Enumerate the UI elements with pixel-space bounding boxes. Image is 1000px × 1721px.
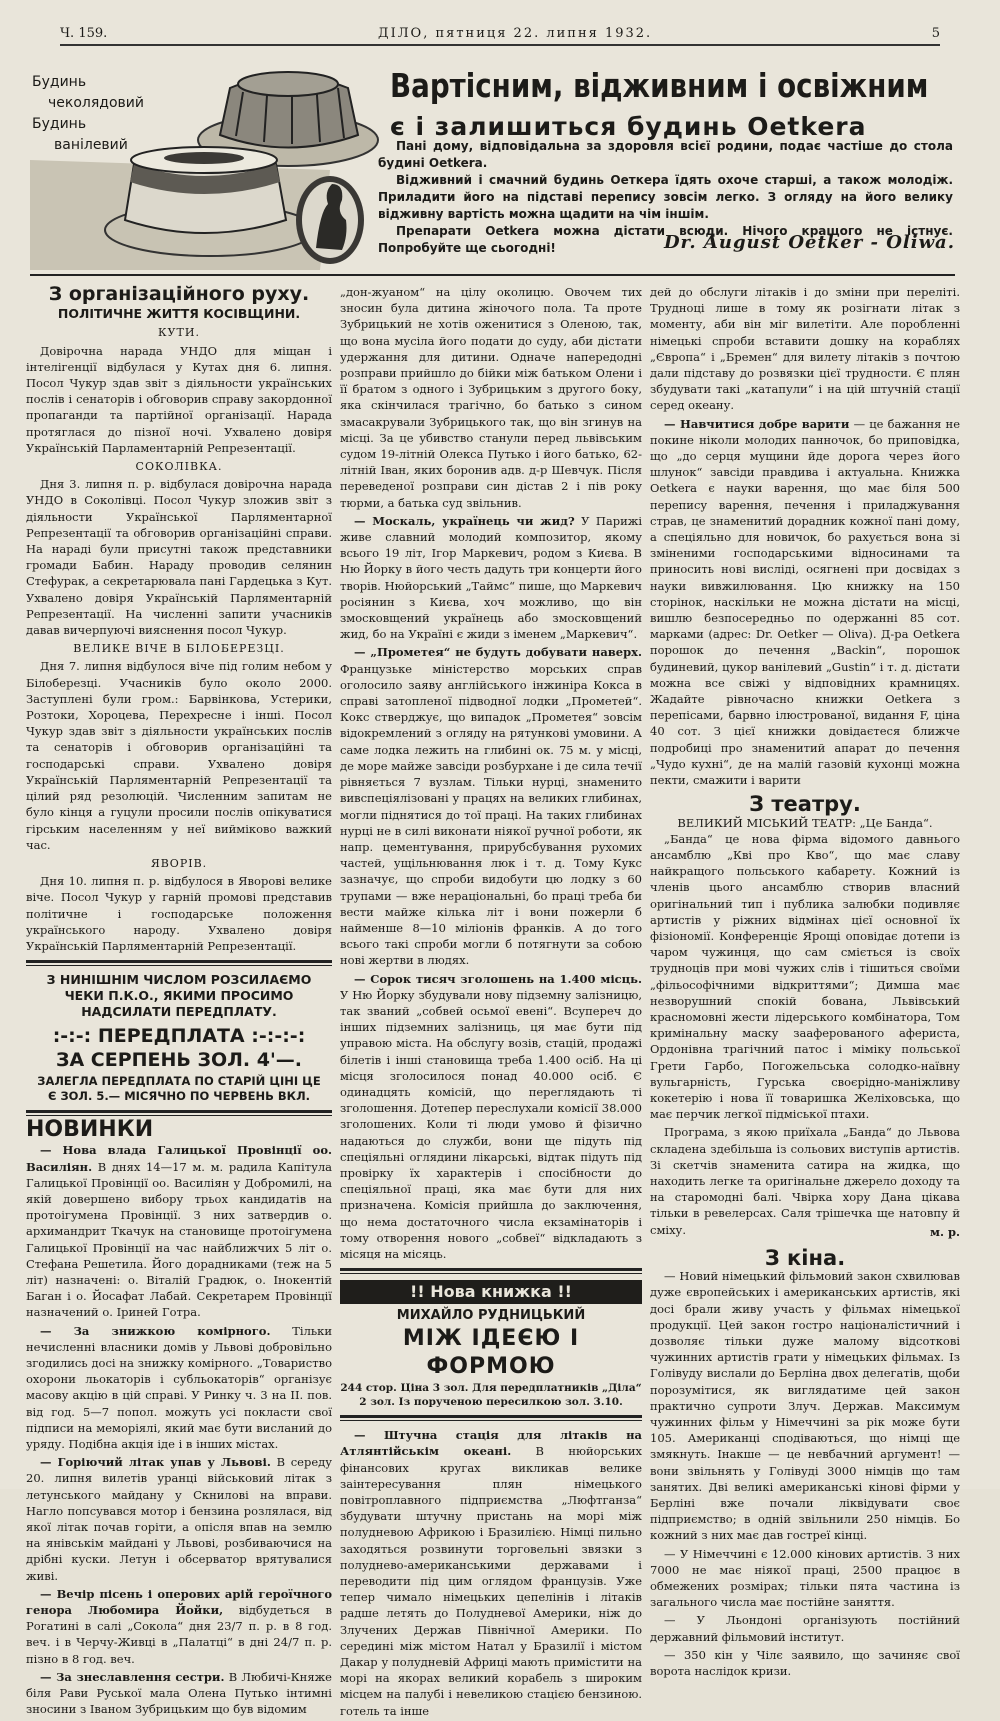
- report-place: ВЕЛИКЕ ВІЧЕ В БІЛОБЕРЕЗЦІ.: [73, 642, 285, 656]
- report-text: Довірочна нарада УНДО для міщан і інтелігенції відбулася у Кутах дня 6. липня. Посол Чукур здав звіт з діяльности українських послів і сенаторів і обговорив справу закордонної пропаганди та партійної організації. Нарада протяглася до пізної ночі. Ухвалено довіря Українській Парламентарній Репрезентації.: [26, 343, 332, 455]
- divider: [26, 1110, 332, 1116]
- news-lead: — Москаль, українець чи жид?: [354, 513, 575, 528]
- product-line-3: Будинь: [32, 116, 87, 132]
- ad-paragraph: Препарати Oetkera можна дістати всюди. Нічого кращого не істнує. Попробуйте ще сьогодні!: [378, 224, 953, 255]
- news-title: НОВИНКИ: [26, 1117, 154, 1143]
- page-number: Ч. 159.: [60, 26, 108, 41]
- book-author: МИХАЙЛО РУДНИЦЬКИЙ: [396, 1308, 586, 1324]
- news-lead: — Сорок тисяч зголошень на 1.400 місць.: [354, 971, 642, 986]
- cinema-paragraph: — У Льондоні організують постійний державний фільмовий інститут.: [650, 1613, 960, 1644]
- news-text: У Парижі живе славний молодий композитор, якому всього 19 літ, Ігор Маркевич, родом з Києва. В Ню Йорку в його честь дадуть три концерти його творів. Нюйорський „Таймс“ пише, що Маркевич росіянин з Києва, хоч можливо, що він змосковщений українець або змосковщений жид, бо на Україні є жиди з іменем „Маркевич“.: [340, 513, 643, 642]
- news-lead: — Горіючий літак упав у Львові.: [40, 1455, 271, 1470]
- news-item: [26, 1142, 332, 1320]
- ad-signature: Dr. August Oetker - Oliwa.: [663, 232, 955, 253]
- news-lead: — За знеславлення сестри.: [40, 1669, 225, 1684]
- oetker-advertisement: [30, 56, 955, 276]
- news-item: [26, 1586, 332, 1667]
- product-line-4: ванілевий: [54, 137, 128, 153]
- news-text: Французьке міністерство морських справ оголосило заяву англійського інжиніра Кокса в справі затопленої підводної лодки „Прометей“. Кокс стверджує, що випадок „Прометея“ зовсім відокремлений з огляду на рятункові умовини. А саме лодка лежить на глибині ок. 75 м. у місці, де море майже завсіди розбурхане і де сила течії рівняється 7 вузлам. Тільки нурці, знаменито вивспеціялізовані у працях на великих глибинах, могли піднятися до тої праці. На таких глибинах нурці не в силі виконати ніякої ручної роботи, як напр. цементування, прирубсбування рухомих частей, ущільнювання люк і т. д. Тому Кукс зазначує, що спроби видобути цю лодку з 60 трупами — вже нераціональні, бо праці треба би вести майже кілька літ і вони пожерли б найменше 8—10 міліонів франків. А до того всього такі спроби могли б потягнути за собою нові жертви в людях.: [340, 661, 642, 968]
- cinema-paragraph: — Новий німецький фільмовий закон схвилював дуже європейських і американських артистів, які досі брали живу участь у фільмах німецької продукції. Цей закон гостро націоналістичний і дозволяє тільки дуже малому відсоткові чужинних артистів грати у німецьких фільмах. Із Голівуду вислали до Берліна двох делегатів, щоби порозумітися, як виглядатиме цей закон практично супроти Злуч. Держав. Максимум чужинних фільм у Німеччині за рік може бути 105. Американці сподіваються, що німці ще змякнуть. Інакше — це невбачний аргумент! — вони звільнять у Голівуді 3000 німців що там занятих. Дві великі американські кінові фірми у Берліні вже почали ліквідувати своє підприємство; в одній звільнили 250 німців. Бо кожний з них має дав гостреї кінці.: [650, 1269, 960, 1543]
- ad-headline: Вартісним, відживним і освіжним: [390, 66, 929, 105]
- news-text: відбудеться в Рогатині в салі „Сокола“ дня 23/7 п. р. в 8 год. веч. і в Черчу-Живці в „Палатці“ в дні 24/7 п. р. пізно в 8 год. веч.: [26, 1603, 333, 1666]
- page-header: [60, 24, 940, 46]
- news-lead: — „Прометея“ не будуть добувати наверх.: [354, 645, 642, 660]
- book-price-note: 244 стор. Ціна 3 зол. Для передплатників „Діла“ 2 зол. Із порученою пересилкою зол. 3.10.: [340, 1382, 642, 1409]
- news-lead: — Нова влада Галицької Провінції оо. Василіян.: [26, 1143, 332, 1174]
- product-names: [32, 72, 202, 156]
- news-text: У Ню Йорку збудували нову підземну залізницю, так званий „собвей осьмої евені“. Всупереч до інших підземних залізниць, ця має бути під управою міста. На обслугу возів, стацій, продажі білетів і інші становища треба 1.400 осіб. На ці місця зголосилося понад 40.000 осіб. Є одинадцять комісій, що переглядають ті зголошення. Дотепер переслухали комісії 38.000 зголошених. Коли ті люди умово й фізично надаються до служби, вони ще підуть під спеціяльні оглядини лікарські, відтак підуть під провірку їх характерів і спосібности до спеціяльної праці, яка має бути для них призначена. Комісія прийшла до заключення, що нема достаточного числа екзамінаторів і тому отворення нового „собвеї“ відкладають з місяця на місяць.: [340, 987, 642, 1261]
- cinema-paragraph: — У Німеччині є 12.000 кінових артистів. З них 7000 не має ніякої праці, 2500 працює в обмежених розмірах; тільки пята частина із загального числа має постійне заняття.: [650, 1546, 960, 1610]
- news-item: [340, 1427, 642, 1719]
- news-text: В середу 20. липня вилетів уранці військовий літак з летунського майдану у Скнилові на вправи. Нагло попсувався мотор і бензина розлялася, від якої літак почав горіти, а опісля впав на землю на янівськім майдані у Львові, розбиваючися на дрібні куски. Летун і обсерватор врятувалися живі.: [26, 1455, 332, 1583]
- masthead: ДІЛО, пятниця 22. липня 1932.: [378, 26, 653, 41]
- theatre-subtitle: ВЕЛИКИЙ МІСЬКИЙ ТЕАТР: „Це Банда“.: [677, 815, 933, 830]
- book-title: МІЖ ІДЕЄЮ І ФОРМОЮ: [402, 1326, 580, 1380]
- subscription-price: ЗА СЕРПЕНЬ ЗОЛ. 4'—.: [55, 1049, 303, 1072]
- report-text: Дня 7. липня відбулося віче під голим небом у Білоберезці. Учасників було около 2000. Заступлені були гром.: Барвінкова, Устерики, Розтоки, Хороцева, Перехресне і інші. Посол Чукур здав звіт з діяльности українських послів та сенаторів і обговорив організаційні та господарські справи. Ухвалено довіря Українській Парляментарній Репрезентації та цілий ряд резолюцій. Численним запитам не було кінця а гуцули просили послів опікуватися гірським населенням у неї вийміково важкий час.: [26, 659, 332, 852]
- product-line-2: чеколядовий: [48, 95, 144, 111]
- page-marker: 5: [931, 26, 940, 41]
- subscription-note: ЗАЛЕГЛА ПЕРЕДПЛАТА ПО СТАРІЙ ЦІНІ ЦЕ Є ЗОЛ. 5.— МІСЯЧНО ПО ЧЕРВЕНЬ ВКЛ.: [37, 1074, 321, 1104]
- divider: [340, 1268, 642, 1274]
- news-text: Тільки нечисленні власники домів у Львові добровільно згодились досі на знижку комірного. „Товариство охорони льокаторів і субльокаторів“ організує масову акцію в цій справі. У Ринку ч. 3 на II. пов. від год. 5—7 попол. можуть усі покласти свої підписи на меморіялі, який має бути висланий до уряду. Подібна акція іде і в інших містах.: [26, 1323, 333, 1451]
- report-place: ЯВОРІВ.: [150, 856, 208, 870]
- news-lead: — Вечір пісень і оперових арій героїчного генора Любомира Йойки,: [26, 1586, 332, 1618]
- news-item: [26, 1669, 332, 1718]
- column-1: [26, 284, 332, 1719]
- news-text: В нюйорських фінансових кругах викликав велике заінтересування плян німецького повітроплавного підприємства „Люфтганза“ збудувати штучну пристань на морі між полудневою Африкою і Бразилією. Німці пильно заходяться розвинути торговельні звязки з полуднево-американськими державами і переводити під цим оглядом французів. Уже тепер чимало німецьких цепелінів і літаків радше летять до Полудневої Америки, ніж до Злучених Держав Північної Америки. По середині між містом Натал у Бразилії і містом Дакар у полудневій Африці мають примістити на морі на якорах великий корабель з широким місцем на палубі і невеликою стацією бензиною. готель та інше: [340, 1444, 642, 1718]
- news-text: — це бажання не покине ніколи молодих панночок, бо приповідка, що „до серця мущини йде дорога через його шлунок“ завсіди правдива і актуальна. Книжка Oetkera є науки варення, що має біля 500 перепису варення, печення і приладжування страв, це знаменитий дорадник кожної пані дому, а спеціяльно для новичок, бо рахується вона зі зміненими господарськими відносинами та приносить нові вислідi, осягнені при досвідах з науки вивжилювання. Цю книжку на 150 сторінок, наскільки не можна дістати на місці, вишлю безпосередньо по одержанні 85 сот. марками (адрес: Dr. Oetker — Oliva). Д-ра Oetkera порошок до печення „Backin“, порошок будиневий, цукор ванілевий „Gustin“ і т. д. дістати можна все свіжі у відповідних крамницях. Жадайте рівночасно книжки Oetkera з перепісами, барвно ілюстрованої, видання F, ціна 40 сот. З цієї книжки довідаєтеся ближче подробиці про знаменитий апарат до печення „Чудо кухні“, де на малій газовій кухонці можна пекти, смажити і варити: [650, 416, 961, 788]
- news-text: В днях 14—17 м. м. радила Капітула Галицької Провінції оо. Василіян у Добромилі, на якій довершено вибору трьох кандидатів на протоігумена Провінції. З них затвердив о. архимандрит Ткачук на становище протоігумена Галицької Провінції на час найближчих 5 літ о. Стефана Решетила. Його дорадниками (теж на 5 літ) назначені: о. Віталій Градюк, о. Інокентій Баган і о. Йосафат Лабай. Секретарем Провінції назначений о. Іриней Готра.: [26, 1159, 332, 1320]
- cinema-section-title: З кіна.: [764, 1245, 846, 1270]
- column-2: [340, 284, 642, 1721]
- divider: [340, 1415, 642, 1421]
- news-item: [650, 416, 960, 789]
- theatre-signature: м. р.: [929, 1224, 960, 1239]
- theatre-section-title: З театру.: [749, 792, 861, 817]
- book-advertisement: [340, 1280, 642, 1409]
- article-continuation: дей до обслуги літаків і до зміни при переліті. Трудноці лише в тому як розігнати літак з моменту, аби він міг вилетіти. Але поробленні німецькі спроби вставити дошку на кораблях „Європа“ і „Бремен“ для вилету літаків з почтою дали підставу до розвязки цієї трудности. Є плян збудувати такі „катапули“ і на цій штучній стації серед океану.: [650, 285, 960, 413]
- news-lead: — Штучна стація для літаків на Атлянтійськім океані.: [340, 1428, 642, 1459]
- section-subtitle-kosiv: ПОЛІТИЧНЕ ЖИТТЯ КОСІВЩИНИ.: [57, 306, 301, 322]
- subscription-title: :-:-: ПЕРЕДПЛАТА :-:-:-:: [52, 1025, 306, 1048]
- news-item: [340, 513, 642, 643]
- report-text: Дня 10. липня п. р. відбулося в Яворові велике віче. Посол Чукур у гарній промові представив політичне і господарське положення українського народу. Ухвалено довіря Українській Парляментарній Репрезентації.: [26, 874, 332, 953]
- cheques-notice: З НИНІШНІМ ЧИСЛОМ РОЗСИЛАЄМО ЧЕКИ П.К.О., ЯКИМИ ПРОСИМО НАДСИЛАТИ ПЕРЕДПЛАТУ.: [46, 972, 312, 1020]
- report-place: СОКОЛІВКА.: [135, 460, 223, 474]
- theatre-paragraph: „Банда“ це нова фірма відомого давнього ансамблю „Кві про Кво“, що має славу найкращого польського кабарету. Кожний із членів цього ансамблю створив власний оригінальний тип і публика залюбки подивляє артистів у ріжних відмінах цієї основної їх фізіономії. Конференціє Ярощі оповідає дотепи із чаром чужинця, що сам сміється із своїх трудноців при мові чужих слів і тішиться своїми „фільософічними відкриттями“; Димша має незворушний спокій бована, Львівський красномовні жести лідерського комбінатора, Том кримінальну маску зааферованого афериста, Ордонівна трагічний патос і міміку польської Грети Гарбо, Погожельська солодко-наївну вульгарність, Гурська своєрідно-маніжливу кокетерію і нова її товаришка Желіховська, що має перчик легкої підміської птахи.: [650, 831, 960, 1122]
- report-place: КУТИ.: [158, 326, 200, 340]
- news-item: [26, 1454, 332, 1584]
- ad-paragraph: Відживний і смачний будинь Оеткера їдять охоче старші, а також молодіж. Приладити його на підставі перепису зовсім легко. З огляду на його велику відживну вартість можна щадити на чім іншім.: [378, 173, 953, 221]
- ad-paragraph: Пані дому, відповідальна за здоровля всієї родини, подає частіше до стола будині Oetkera.: [378, 139, 953, 170]
- ad-subheadline: є і залишиться будинь Oetkera: [390, 112, 867, 141]
- section-title-organizational: З організаційного руху.: [48, 283, 310, 305]
- book-banner: !! Нова книжка !!: [340, 1280, 642, 1304]
- news-item: [26, 1323, 332, 1453]
- news-item: [340, 644, 642, 968]
- divider: [26, 960, 332, 966]
- theatre-paragraph: Програма, з якою приїхала „Банда“ до Львова складена здебільша із сольових виступів артистів. Зі скетчів знаменита сатира на жидка, що находить легке та оригінальне джерело доходу та на старомодні балі. Чвірка хору Дана цікава тільки в ревелерсах. Саля трішечка ще натовпу й сміху.: [650, 1125, 960, 1237]
- news-text: В Любичі-Княже біля Рави Руської мала Олена Путько інтимні зносини з Іваном Зубрицьким що був відомим: [26, 1669, 332, 1717]
- column-3: [650, 284, 960, 1681]
- news-item: [340, 971, 642, 1263]
- news-lead: — Навчитися добре варити: [664, 416, 850, 431]
- report-text: Дня 3. липня п. р. відбулася довірочна нарада УНДО в Соколівці. Посол Чукур зложив звіт з діяльности Української Парляментарної Репрезентації та обговорив організаційні справи. На нараді були присутні також представники громади Бабин. Нараду проводив селянин Стефурак, а секретарювала пані Гардецька з Кут. Ухвалено довіря Українській Парляментарній Репрезентації. На численні запити учасників давав вичерпуючі вияснення посол Чукур.: [26, 477, 332, 638]
- cinema-paragraph: — 350 кін у Чілє заявило, що зачиняє свої ворота наслідок кризи.: [650, 1647, 960, 1679]
- news-lead: — За знижкою комірного.: [40, 1323, 271, 1338]
- product-line-1: Будинь: [32, 74, 87, 90]
- article-continuation: „дон-жуаном“ на цілу околицю. Овочем тих зносин була дитина жіночого пола. Та проте Зубрицький не хотів оженитися з Оленою, так, що вона мусіла його подати до суду, аби дістати удержання для дитини. Одначе напередодні розправи прийшло до бійки між батьком Олени і її братом з одного і Зубрицьким з другого боку, яка скінчилася трагічно, бо батько з сином змасакрували Зубрицького так, що він згинув на місці. За це убивство станули перед львівським судом 19-літній Олекса Путько і його батько, 62-літній Іван, яких боронив адв. д-р Шевчук. Після переведеної розправи син дістав 2 і пів року тюрми, а батька суд звільнив.: [340, 285, 642, 510]
